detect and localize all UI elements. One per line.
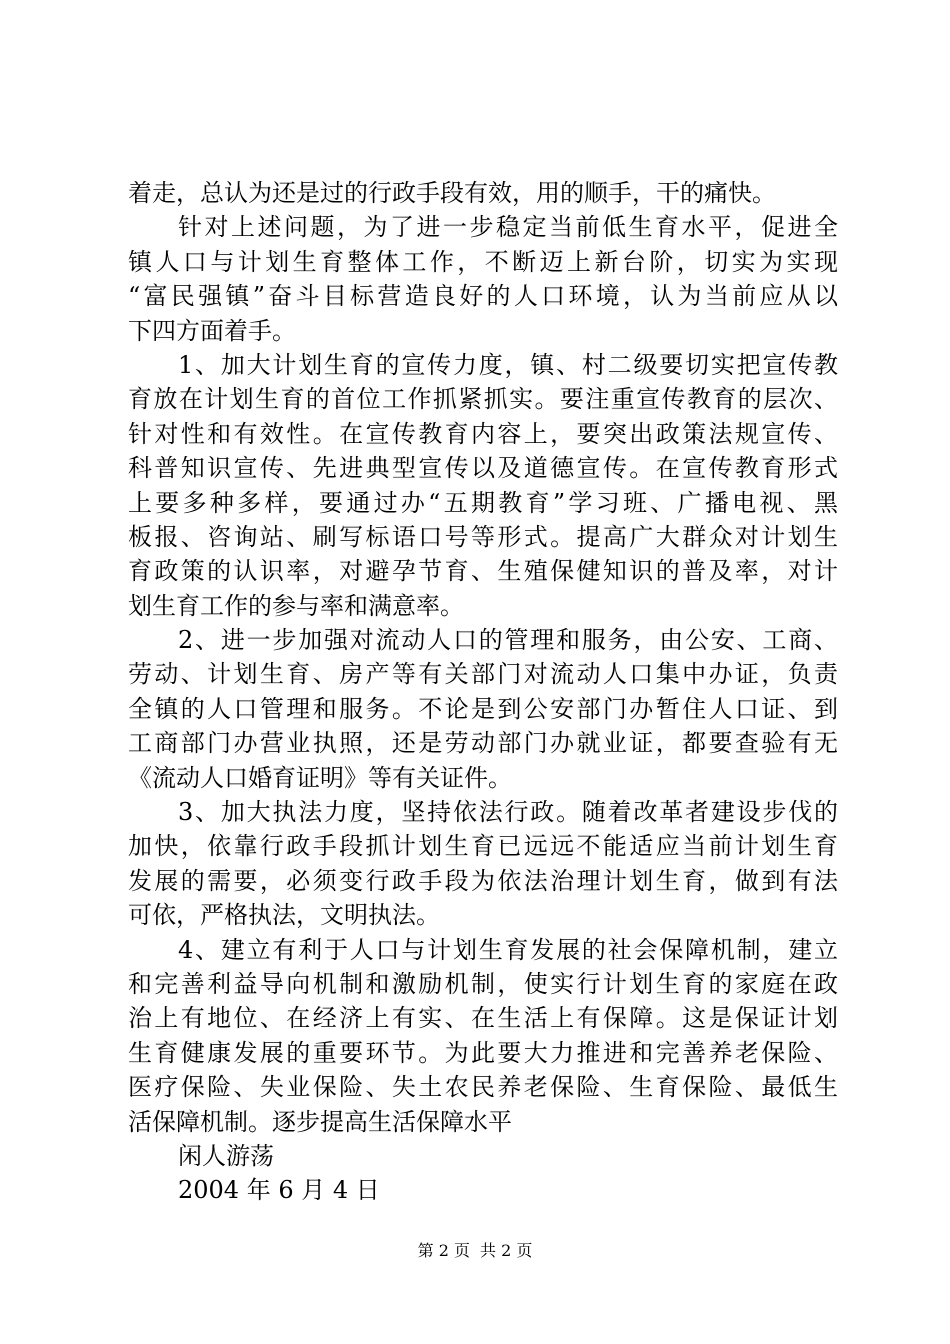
- paragraph-line: 3、加大执法力度，坚持依法行政。随着改革者建设步伐的: [178, 798, 838, 827]
- paragraph-line: 加快，依靠行政手段抓计划生育已远远不能适应当前计划生育: [128, 832, 838, 861]
- paragraph-line: 全镇的人口管理和服务。不论是到公安部门办暂住人口证、到: [128, 694, 838, 723]
- paragraph-line: 生育健康发展的重要环节。为此要大力推进和完善养老保险、: [128, 1038, 838, 1067]
- paragraph-line: “富民强镇”奋斗目标营造良好的人口环境，认为当前应从以: [128, 282, 838, 311]
- author-signature: 闲人游荡: [178, 1141, 274, 1170]
- paragraph-line: 1、加大计划生育的宣传力度，镇、村二级要切实把宣传教: [178, 350, 838, 379]
- paragraph-line: 划生育工作的参与率和满意率。: [128, 591, 464, 620]
- paragraph-line: 活保障机制。逐步提高生活保障水平: [128, 1107, 512, 1136]
- paragraph-line: 镇人口与计划生育整体工作，不断迈上新台阶，切实为实现: [128, 247, 838, 276]
- document-body: [128, 176, 838, 1208]
- paragraph-line: 工商部门办营业执照，还是劳动部门办就业证，都要查验有无: [128, 729, 838, 758]
- paragraph-line: 劳动、计划生育、房产等有关部门对流动人口集中办证，负责: [128, 660, 838, 689]
- paragraph-line: 针对上述问题，为了进一步稳定当前低生育水平，促进全: [178, 213, 838, 242]
- paragraph-line: 育政策的认识率，对避孕节育、生殖保健知识的普及率，对计: [128, 557, 838, 586]
- paragraph-line: 板报、咨询站、刷写标语口号等形式。提高广大群众对计划生: [128, 522, 838, 551]
- paragraph-line: 针对性和有效性。在宣传教育内容上，要突出政策法规宣传、: [128, 419, 838, 448]
- paragraph-line: 和完善利益导向机制和激励机制，使实行计划生育的家庭在政: [128, 969, 838, 998]
- paragraph-line: 医疗保险、失业保险、失土农民养老保险、生育保险、最低生: [128, 1073, 838, 1102]
- page-number: 第 2 页: [417, 1241, 470, 1260]
- paragraph-line: 科普知识宣传、先进典型宣传以及道德宣传。在宣传教育形式: [128, 454, 838, 483]
- paragraph-line: 着走，总认为还是过的行政手段有效，用的顺手，干的痛快。: [128, 179, 776, 207]
- page-footer: [0, 1241, 950, 1261]
- paragraph-line: 可依，严格执法，文明执法。: [128, 901, 440, 930]
- paragraph-line: 2、进一步加强对流动人口的管理和服务，由公安、工商、: [178, 626, 838, 655]
- paragraph-line: 下四方面着手。: [128, 316, 296, 345]
- page-total: 共 2 页: [480, 1241, 533, 1260]
- paragraph-line: 发展的需要，必须变行政手段为依法治理计划生育，做到有法: [128, 866, 838, 895]
- paragraph-line: 4、建立有利于人口与计划生育发展的社会保障机制，建立: [178, 935, 838, 964]
- document-date: 2004 年 6 月 4 日: [178, 1176, 380, 1205]
- paragraph-line: 《流动人口婚育证明》等有关证件。: [128, 763, 512, 792]
- paragraph-line: 治上有地位、在经济上有实、在生活上有保障。这是保证计划: [128, 1004, 838, 1033]
- paragraph-line: 上要多种多样，要通过办“五期教育”学习班、广播电视、黑: [128, 488, 838, 517]
- paragraph-line: 育放在计划生育的首位工作抓紧抓实。要注重宣传教育的层次、: [128, 385, 838, 414]
